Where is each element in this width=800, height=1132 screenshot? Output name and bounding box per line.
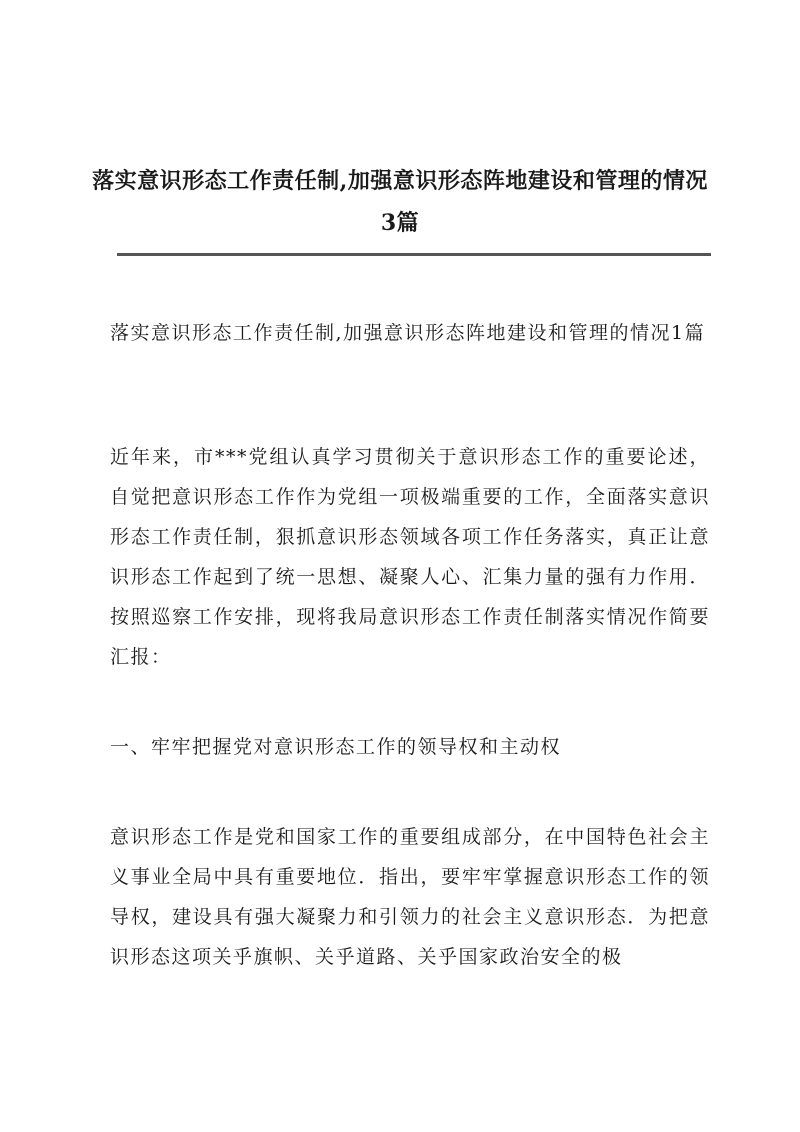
body-paragraph-1: 近年来，市***党组认真学习贯彻关于意识形态工作的重要论述，自觉把意识形态工作作为党组一项极端重要的工作，全面落实意识形态工作责任制，狠抓意识形态领域各项工作任务落实，真正让意识形态工作起到了统一思想、凝聚人心、汇集力量的强有力作用．按照巡察工作安排，现将我局意识形态工作责任制落实情况作简要汇报： xyxy=(110,446,710,668)
document-title-line2: 3篇 xyxy=(380,210,420,236)
body-paragraph-2: 意识形态工作是党和国家工作的重要组成部分，在中国特色社会主义事业全局中具有重要地位．指出，要牢牢掌握意识形态工作的领导权，建设具有强大凝聚力和引领力的社会主义意识形态．为把意识形态这项关乎旗帜、关乎道路、关乎国家政治安全的极 xyxy=(110,826,710,968)
section-heading: 一、牢牢把握党对意识形态工作的领导权和主动权 xyxy=(110,736,562,758)
document-title-line1: 落实意识形态工作责任制,加强意识形态阵地建设和管理的情况 xyxy=(92,168,708,194)
section-subtitle: 落实意识形态工作责任制,加强意识形态阵地建设和管理的情况1篇 xyxy=(110,322,706,344)
title-divider xyxy=(117,253,711,256)
